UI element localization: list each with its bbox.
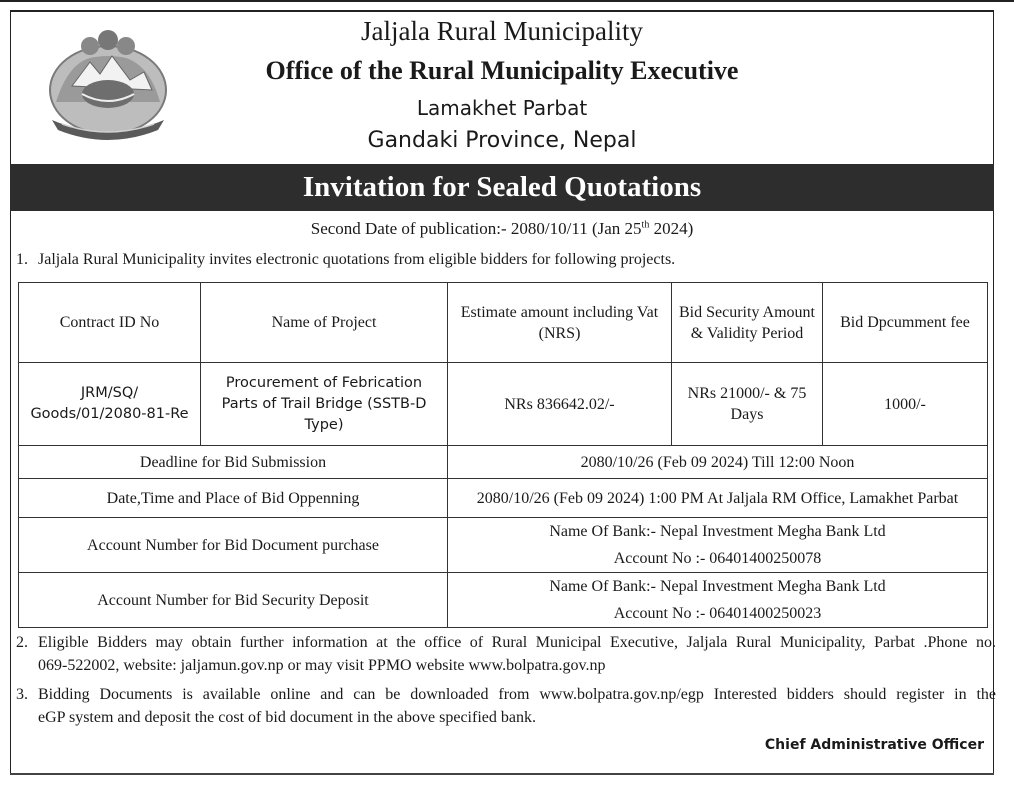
document-bank-name: Name Of Bank:- Nepal Investment Megha Bank Ltd: [549, 523, 886, 540]
notice-banner: Invitation for Sealed Quotations: [10, 164, 994, 211]
table-header-row: [19, 283, 988, 363]
document-fee: 1000/-: [823, 363, 988, 446]
paragraph-text: 069-522002, website: jaljamun.gov.np or may visit PPMO website www.bolpatra.gov.np: [38, 657, 606, 674]
paragraph-text: Jaljala Rural Municipality invites electronic quotations from eligible bidders for following projects.: [38, 251, 676, 268]
security-account-value: [448, 573, 988, 628]
bid-security: NRs 21000/- & 75 Days: [672, 363, 823, 446]
paragraph-number: 1.: [16, 251, 28, 268]
document-account-value: [448, 518, 988, 573]
signoff: Chief Administrative Officer: [764, 737, 984, 753]
municipality-name: Jaljala Rural Municipality: [361, 16, 643, 46]
paragraph-text: Eligible Bidders may obtain further information at the office of Rural Municipal Executive, Jaljala Rural Municipality, Parbat .Phone no.: [38, 634, 996, 651]
estimate-amount: NRs 836642.02/-: [448, 363, 672, 446]
security-bank-name: Name Of Bank:- Nepal Investment Megha Bank Ltd: [549, 578, 886, 595]
document-account-row: [19, 518, 988, 573]
security-account-row: [19, 573, 988, 628]
top-rule: [0, 0, 1014, 2]
paragraph-number: 2.: [16, 634, 28, 651]
table-row: [19, 363, 988, 446]
header-project-name: Name of Project: [201, 283, 448, 363]
project-name: Procurement of Febrication Parts of Trail Bridge (SSTB-D Type): [201, 363, 448, 446]
document-account-number: Account No :- 06401400250078: [613, 550, 822, 567]
document-account-label: Account Number for Bid Document purchase: [19, 518, 448, 573]
paragraph-2: [16, 631, 996, 677]
paragraph-3: [16, 683, 996, 729]
paragraph-text: Bidding Documents is available online and can be downloaded from www.bolpatra.gov.np/egp Interested bidders should register in the: [38, 686, 996, 703]
paragraph-1: [16, 248, 986, 271]
header-bid-security: Bid Security Amount & Validity Period: [672, 283, 823, 363]
opening-row: [19, 479, 988, 518]
security-account-label: Account Number for Bid Security Deposit: [19, 573, 448, 628]
office-location: Lamakhet Parbat: [416, 96, 588, 120]
header-document-fee: Bid Dpcumment fee: [823, 283, 988, 363]
contract-id: JRM/SQ/ Goods/01/2080-81-Re: [19, 363, 201, 446]
paragraph-text: eGP system and deposit the cost of bid document in the above specified bank.: [38, 709, 536, 726]
security-account-number: Account No :- 06401400250023: [613, 605, 822, 622]
deadline-value: 2080/10/26 (Feb 09 2024) Till 12:00 Noon: [448, 446, 988, 479]
publication-date-tail: 2024): [649, 219, 694, 238]
office-name: Office of the Rural Municipality Executive: [265, 56, 739, 85]
header-estimate: Estimate amount including Vat (NRS): [448, 283, 672, 363]
bottom-rule: [10, 773, 994, 775]
deadline-label: Deadline for Bid Submission: [19, 446, 448, 479]
bid-table: [18, 282, 988, 628]
publication-date-text: Second Date of publication:- 2080/10/11 (Jan 25: [310, 219, 642, 238]
opening-value: 2080/10/26 (Feb 09 2024) 1:00 PM At Jaljala RM Office, Lamakhet Parbat: [448, 479, 988, 518]
opening-label: Date,Time and Place of Bid Oppenning: [19, 479, 448, 518]
paragraph-number: 3.: [16, 686, 28, 703]
header-contract-id: Contract ID No: [19, 283, 201, 363]
deadline-row: [19, 446, 988, 479]
province: Gandaki Province, Nepal: [367, 128, 637, 153]
publication-date-sup: th: [641, 219, 650, 231]
publication-date: [0, 219, 1004, 239]
